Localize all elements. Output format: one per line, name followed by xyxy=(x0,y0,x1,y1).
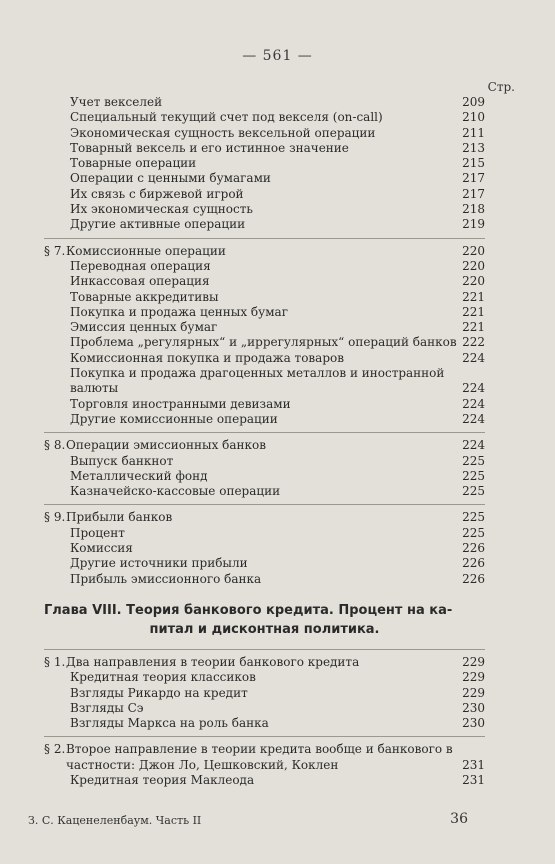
entry-title: Комиссионная покупка и продажа товаров xyxy=(70,350,344,365)
entry-page: 217 xyxy=(462,171,485,186)
entry-title: Покупка и продажа ценных бумаг xyxy=(70,304,288,319)
entry-title: Процент xyxy=(70,525,125,540)
toc-entry xyxy=(44,171,485,186)
toc-entry xyxy=(44,366,485,397)
toc-entry xyxy=(44,351,485,366)
toc-entry xyxy=(44,701,485,716)
entry-title: Экономическая сущность вексельной операции xyxy=(70,125,376,140)
toc-entry xyxy=(44,202,485,217)
entry-page: 230 xyxy=(462,700,485,715)
toc-entry xyxy=(44,156,485,171)
entry-title: Специальный текущий счет под векселя (on-call) xyxy=(70,110,383,125)
toc-entry xyxy=(44,305,485,320)
toc-entry xyxy=(44,412,485,427)
entry-page: 220 xyxy=(462,243,485,258)
section-number: § 7. xyxy=(44,243,66,258)
toc-entry xyxy=(44,556,485,571)
chapter-heading-line2: питал и дисконтная политика. xyxy=(149,621,380,637)
toc-entry xyxy=(44,95,485,110)
toc-entry xyxy=(44,320,485,335)
divider xyxy=(44,432,485,433)
entry-page: 224 xyxy=(462,350,485,365)
entry-page: 229 xyxy=(462,685,485,700)
entry-title: Товарный вексель и его истинное значение xyxy=(70,140,349,155)
divider xyxy=(44,504,485,505)
section-row xyxy=(44,438,485,453)
entry-title: Товарные операции xyxy=(70,156,197,171)
entry-page: 229 xyxy=(462,670,485,685)
entry-title: Взгляды Рикардо на кредит xyxy=(70,685,248,700)
entry-title: Другие активные операции xyxy=(70,217,246,232)
entry-page: 218 xyxy=(462,202,485,217)
entry-title: Другие комиссионные операции xyxy=(70,411,278,426)
entry-title: Прибыль эмиссионного банка xyxy=(70,571,262,586)
toc-entry xyxy=(44,686,485,701)
entry-title: Выпуск банкнот xyxy=(70,453,174,468)
entry-page: 220 xyxy=(462,274,485,289)
section-number: § 8. xyxy=(44,438,66,453)
entry-page: 221 xyxy=(462,320,485,335)
footer-author: З. С. Каценеленбаум. Часть II xyxy=(28,814,202,827)
toc-entry xyxy=(44,572,485,587)
toc-entry xyxy=(44,141,485,156)
page-number: — 561 — xyxy=(242,48,313,64)
entry-page: 224 xyxy=(462,411,485,426)
entry-page: 230 xyxy=(462,716,485,731)
entry-page: 229 xyxy=(462,654,485,669)
entry-page: 224 xyxy=(462,396,485,411)
entry-title: Кредитная теория классиков xyxy=(70,670,256,685)
entry-title: Кредитная теория Маклеода xyxy=(70,772,255,787)
entry-title: Торговля иностранными девизами xyxy=(70,396,291,411)
entry-page: 211 xyxy=(462,125,485,140)
chapter-heading xyxy=(44,601,485,639)
entry-page: 226 xyxy=(462,571,485,586)
entry-title: Их связь с биржевой игрой xyxy=(70,186,244,201)
entry-title: Металлический фонд xyxy=(70,468,208,483)
entry-title: Инкассовая операция xyxy=(70,274,210,289)
entry-page: 210 xyxy=(462,110,485,125)
section-number: § 9. xyxy=(44,510,66,525)
section-number: § 2. xyxy=(44,742,66,757)
toc-entry xyxy=(44,526,485,541)
toc-entry xyxy=(44,110,485,125)
toc-entry xyxy=(44,290,485,305)
divider xyxy=(44,649,485,650)
entry-title: Комиссия xyxy=(70,541,133,556)
toc-entry xyxy=(44,126,485,141)
section-row xyxy=(44,742,485,773)
toc-entry xyxy=(44,454,485,469)
entry-page: 225 xyxy=(462,510,485,525)
entry-title: Операции с ценными бумагами xyxy=(70,171,271,186)
entry-title: Покупка и продажа драгоценных металлов и иностранной валюты xyxy=(70,366,445,396)
entry-title: Два направления в теории банкового кредита xyxy=(66,654,360,669)
toc-entry xyxy=(44,716,485,731)
entry-page: 225 xyxy=(462,525,485,540)
entry-page: 225 xyxy=(462,468,485,483)
toc-entry xyxy=(44,274,485,289)
entry-title: Проблема „регулярных“ и „иррегулярных“ операций банков xyxy=(70,335,457,350)
entry-page: 224 xyxy=(462,381,485,396)
entry-title: Второе направление в теории кредита вообще и банкового в частности: Джон Ло, Цешковский, Коклен xyxy=(66,742,453,772)
footer xyxy=(28,811,488,827)
entry-title: Казначейско-кассовые операции xyxy=(70,484,281,499)
page-column-label: Стр. xyxy=(487,80,515,94)
toc-entry xyxy=(44,397,485,412)
entry-page: 231 xyxy=(462,757,485,772)
toc-entry xyxy=(44,670,485,685)
toc-entry xyxy=(44,773,485,788)
table-of-contents xyxy=(44,95,485,788)
entry-title: Взгляды Сэ xyxy=(70,700,144,715)
entry-title: Взгляды Маркса на роль банка xyxy=(70,716,269,731)
entry-page: 226 xyxy=(462,541,485,556)
section-row xyxy=(44,244,485,259)
entry-title: Товарные аккредитивы xyxy=(70,289,219,304)
section-row xyxy=(44,510,485,525)
entry-page: 221 xyxy=(462,289,485,304)
toc-entry xyxy=(44,259,485,274)
entry-page: 215 xyxy=(462,156,485,171)
entry-page: 222 xyxy=(462,335,485,350)
entry-page: 209 xyxy=(462,95,485,109)
entry-page: 225 xyxy=(462,484,485,499)
toc-entry xyxy=(44,541,485,556)
entry-page: 225 xyxy=(462,453,485,468)
entry-title: Их экономическая сущность xyxy=(70,202,253,217)
entry-page: 217 xyxy=(462,186,485,201)
toc-entry xyxy=(44,469,485,484)
entry-title: Другие источники прибыли xyxy=(70,556,248,571)
entry-page: 219 xyxy=(462,217,485,232)
section-number: § 1. xyxy=(44,654,66,669)
entry-page: 221 xyxy=(462,304,485,319)
entry-page: 224 xyxy=(462,438,485,453)
section-row xyxy=(44,655,485,670)
entry-title: Переводная операция xyxy=(70,258,211,273)
chapter-heading-line1: Глава VIII. Теория банкового кредита. Процент на ка- xyxy=(44,602,453,618)
divider xyxy=(44,238,485,239)
entry-title: Учет векселей xyxy=(70,95,163,109)
entry-page: 226 xyxy=(462,556,485,571)
toc-entry xyxy=(44,484,485,499)
toc-entry xyxy=(44,217,485,232)
entry-page: 231 xyxy=(462,772,485,787)
toc-entry xyxy=(44,187,485,202)
toc-entry xyxy=(44,335,485,350)
entry-page: 220 xyxy=(462,258,485,273)
entry-page: 213 xyxy=(462,140,485,155)
entry-title: Прибыли банков xyxy=(66,510,173,525)
entry-title: Эмиссия ценных бумаг xyxy=(70,320,218,335)
footer-signature: 36 xyxy=(450,811,468,827)
entry-title: Операции эмиссионных банков xyxy=(66,438,267,453)
divider xyxy=(44,736,485,737)
entry-title: Комиссионные операции xyxy=(66,243,226,258)
